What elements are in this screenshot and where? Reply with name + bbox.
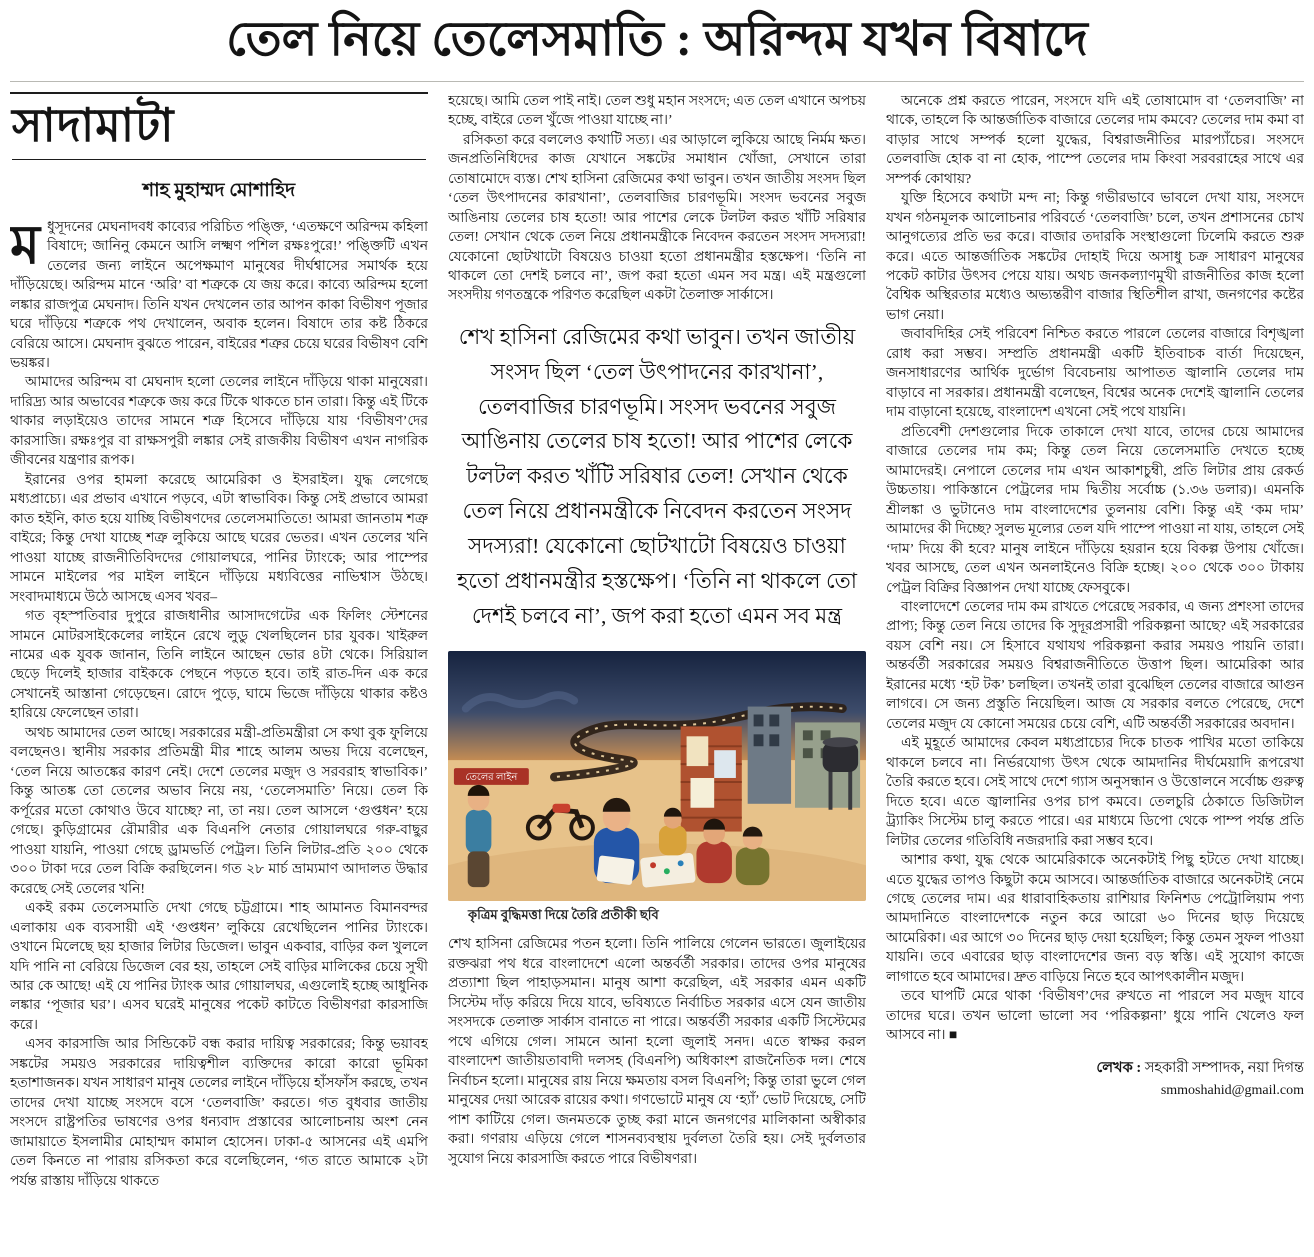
body-paragraph: শেখ হাসিনা রেজিমের পতন হলো। তিনি পালিয়ে গেলেন ভারতে। জুলাইয়ের রক্তঝরা পথ ধরে বাংলাদেশে এলো অন্তর্বর্তী সরকার। তাদের ওপর মানুষের প্রত্যাশা ছিল পাহাড়সমান। মানুষ আশা করেছিল, এই সরকার এমন একটি সিস্টেম দাঁড় করিয়ে দিয়ে যাবে, ভবিষ্যতে নির্বাচিত সরকার এসে যেন জাতীয় সংসদকে তেলাক্ত সার্কাস বানাতে না পারে। অন্তর্বর্তী সরকার একটি সিস্টেমের পথে এগিয়ে গেল। সামনে আনা হলো জুলাই সনদ। এতে স্বাক্ষর করল বাংলাদেশ জাতীয়তাবাদী দলসহ (বিএনপি) অধিকাংশ রাজনৈতিক দল। শেষে নির্বাচন হলো। মানুষের রায় নিয়ে ক্ষমতায় বসল বিএনপি; কিন্তু তারা ভুলে গেল মানুষের দেয়া আরেক রায়ের কথা। গণভোটে মানুষ যে ‘হ্যাঁ’ ভোট দিয়েছে, সেটি পাশ কাটিয়ে গেল। জনমতকে তুচ্ছ করা মানে জনগণের মালিকানা অস্বীকার করা। গণরায় এড়িয়ে গেলে শাসনব্যবস্থায় দুর্বলতা তৈরি হয়। সেই দুর্বলতার সুযোগ নিয়ে কারসাজি করতে পারে বিভীষণরা। [448,937,866,1167]
logo-divider [12,159,426,160]
standing-figure [466,785,492,887]
body-paragraph: প্রতিবেশী দেশগুলোর দিকে তাকালে দেখা যাবে, তাদের চেয়ে আমাদের বাজারে তেলের দাম কম; কিন্তু তেল নিয়ে তেলেসমাতি দেখতে হচ্ছে আমাদেরই। নেপালে তেলের দাম এখন আকাশচুম্বী, প্রতি লিটার প্রায় রেকর্ড উচ্চতায়। পাকিস্তানে পেট্রলের দাম দ্বিতীয় সর্বোচ্চ (১.৩৬ ডলার)। এমনকি শ্রীলঙ্কা ও ভুটানেও দাম বাংলাদেশের তুলনায় বেশি। কিন্তু এই ‘কম দাম’ আমাদের কী দিচ্ছে? সুলভ মূল্যের তেল যদি পাম্পে পাওয়া না যায়, তাহলে সেই ‘দাম’ দিয়ে কী হবে? মানুষ লাইনে দাঁড়িয়ে হয়রান হয়ে বিকল্প উপায় খোঁজে। খবর আসছে, তেল এখন অনলাইনেও বিক্রি হচ্ছে। ২০০ থেকে ৩০০ টাকায় পেট্রল বিক্রির বিজ্ঞাপন দেখা যাচ্ছে ফেসবুকে। [886,424,1304,596]
headline-divider [10,81,1304,82]
cartoon-caption: কৃত্রিম বুদ্ধিমত্তা দিয়ে তৈরি প্রতীকী ছবি [468,907,659,923]
pull-quote: শেখ হাসিনা রেজিমের কথা ভাবুন। তখন জাতীয় সংসদ ছিল ‘তেল উৎপাদনের কারখানা’, তেলবাজির চারণভূমি। সংসদ ভবনের সবুজ আঙিনায় তেলের চাষ হতো! আর পাশের লেকে টলটল করত খাঁটি সরিষার তেল! সেখান থেকে তেল নিয়ে প্রধানমন্ত্রীকে নিবেদন করতেন সংসদ সদস্যরা! যেকোনো ছোটখাটো বিষয়েও চাওয়া হতো প্রধানমন্ত্রীর হস্তক্ষেপ। ‘তিনি না থাকলে তো দেশই চলবে না’, জপ করা হতো এমন সব মন্ত্র [456,324,858,628]
byline [886,1058,1304,1101]
queue-flag [454,768,529,785]
body-paragraph: এই মুহূর্তে আমাদের কেবল মধ্যপ্রাচ্যের দিকে চাতক পাখির মতো তাকিয়ে থাকলে চলবে না। নির্ভরযোগ্য উৎস থেকে আমদানির দীর্ঘমেয়াদি রূপরেখা তৈরি করতে হবে। সেই সাথে দেশে গ্যাস অনুসন্ধান ও উত্তোলনে সর্বোচ্চ গুরুত্ব দিতে হবে। এতে জ্বালানির ওপর চাপ কমবে। তেলচুরি ঠেকাতে ডিজিটাল ট্র্যাকিং সিস্টেম চালু করতে পারে। এর মাধ্যমে ডিপো থেকে পাম্প পর্যন্ত প্রতি লিটার তেলের গতিবিধি নজরদারি করা সম্ভব হবে। [886,736,1304,849]
byline-role: সহকারী সম্পাদক, নয়া দিগন্ত [1144,1059,1304,1076]
queue-flag-label: তেলের লাইন [465,772,518,784]
author-name: শাহ মুহাম্মদ মোশাহিদ [142,179,296,201]
article-headline: তেল নিয়ে তেলেসমাতি : অরিন্দম যখন বিষাদে [226,13,1088,66]
body-paragraph: আশার কথা, যুদ্ধ থেকে আমেরিকাকে অনেকটাই পিছু হটতে দেখা যাচ্ছে। এতে যুদ্ধের তাপও কিছুটা কমে আসবে। আন্তর্জাতিক বাজারে অনেকটাই নেমে গেছে তেলের দাম। এর ধারাবাহিকতায় রাশিয়ার ফিনিশড পেট্রোলিয়াম পণ্য আমদানিতে বাংলাদেশকে নতুন করে আরো ৬০ দিনের ছাড় দিয়েছে আমেরিকা। এর আগে ৩০ দিনের ছাড় দেয়া হয়েছিল; কিন্তু তেমন সুফল পাওয়া যায়নি। তবে এবারের ছাড় বাংলাদেশের জন্য বড় স্বস্তি। এই সুযোগ কাজে লাগাতে হবে আমাদের। দ্রুত বাড়িয়ে নিতে হবে আপৎকালীন মজুদ। [886,853,1304,985]
section-logo: সাদামাটা [12,99,175,151]
body-paragraph: হয়েছে। আমি তেল পাই নাই। তেল শুধু মহান সংসদে; এত তেল এখানে অপচয় হচ্ছে, বাইরে তেল খুঁজে পাওয়া যাচ্ছে না।’ [448,93,866,129]
column-left [10,92,428,1232]
body-paragraph: আমাদের অরিন্দম বা মেঘনাদ হলো তেলের লাইনে দাঁড়িয়ে থাকা মানুষেরা। দারিদ্র্য আর অভাবের শত্রুকে জয় করে টিকে থাকতে চান তারা। কিন্তু এই টিকে থাকার লড়াইয়েও তাদের সামনে শত্রু হিসেবে দাঁড়িয়ে যায় ‘বিভীষণ’দের কারসাজি। রক্ষঃপুর বা রাক্ষসপুরী লঙ্কার সেই রাজকীয় বিভীষণ এখন নাগরিক জীবনের যন্ত্রণার রূপক। [10,375,428,469]
body-paragraph: এসব কারসাজি আর সিন্ডিকেট বন্ধ করার দায়িত্ব সরকারের; কিন্তু ভয়াবহ সঙ্কটের সময়ও সরকারের দায়িত্বশীল ব্যক্তিদের কারো কারো ভূমিকা হতাশাজনক। যখন সাধারণ মানুষ তেলের লাইনে দাঁড়িয়ে হাঁসফাঁস করছে, তখন তাদের দেখা যাচ্ছে সংসদে বসে ‘তেলবাজি’ করতে। গত বুধবার জাতীয় সংসদে রাষ্ট্রপতির ভাষণের ওপর ধন্যবাদ প্রস্তাবের আলোচনায় অংশ নেন জামায়াতে ইসলামীর মোহাম্মদ কামাল হোসেন। ঢাকা-৫ আসনের এই এমপি তেল কিনতে না পারায় রসিকতা করে বলেছিলেন, ‘গত রাতে আমাকে ২টা পর্যন্ত রাস্তায় দাঁড়িয়ে থাকতে [10,1037,428,1189]
body-paragraph [10,214,428,374]
section-logo-block [10,92,428,164]
body-paragraph: তবে ঘাপটি মেরে থাকা ‘বিভীষণ’দের রুখতে না পারলে সব মজুদ যাবে তাদের ঘরে। তখন ভালো ভালো সব ‘পরিকল্পনা’ ধুয়ে পানি খেলেও ফল আসবে না। ■ [886,989,1304,1044]
cartoon-graphic [448,651,866,901]
body-paragraph: গত বৃহস্পতিবার দুপুরে রাজধানীর আসাদগেটের এক ফিলিং স্টেশনের সামনে মোটরসাইকেলের লাইনে রেখে লুডু খেলছিলেন চার যুবক। খাইরুল নামের এক যুবক জানান, তিনি লাইনে আছেন ভোর ৪টা থেকে। সিরিয়াল ছেড়ে দিলেই হাজার বাইককে পেছনে পড়তে হবে। তাই রাত-দিন এক করে সেখানেই আস্তানা গেড়েছেন। রোদে পুড়ে, ঘামে ভিজে দাঁড়িয়ে থাকার কষ্টও হারিয়ে ফেলেছেন তারা। [10,609,428,722]
drop-cap: ম [10,214,40,275]
editorial-cartoon [448,651,866,935]
author-email: smmoshahid@gmail.com [1160,1082,1304,1098]
byline-line [886,1058,1304,1080]
body-paragraph: বাংলাদেশে তেলের দাম কম রাখতে পেরেছে সরকার, এ জন্য প্রশংসা তাদের প্রাপ্য; কিন্তু তেল নিয়ে তাদের কি সুদূরপ্রসারী পরিকল্পনা আছে? এই সরকারের বয়স বেশি নয়। সে হিসাবে যথাযথ পরিকল্পনা করার সময়ও পায়নি তারা। অন্তর্বর্তী সরকারের সময়ও বিশ্বরাজনীতিতে উত্তাপ ছিল। আমেরিকা আর ইরানের মধ্যে ‘হট টক’ চলছিল। তখনই তারা বুঝেছিল তেলের বাজারে আগুন লাগবে। সে জন্য প্রস্তুতি নিয়েছিল। আজ যে সরকার বলতে পেরেছে, দেশে তেলের মজুদ যে কোনো সময়ের চেয়ে বেশি, এটি অন্তর্বর্তী সরকারের অবদান। [886,599,1304,732]
body-paragraph: রসিকতা করে বললেও কথাটি সত্য। এর আড়ালে লুকিয়ে আছে নির্মম ক্ষত। জনপ্রতিনিধিদের কাজ যেখানে সঙ্কটের সমাধান খোঁজা, সেখানে তারা তোষামোদে ব্যস্ত। শেখ হাসিনা রেজিমের কথা ভাবুন। তখন জাতীয় সংসদ ছিল ‘তেল উৎপাদনের কারখানা’, তেলবাজির চারণভূমি। সংসদ ভবনের সবুজ আঙিনায় তেলের চাষ হতো! আর পাশের লেকে টলটল করত খাঁটি সরিষার তেল! সেখান থেকে তেল নিয়ে প্রধানমন্ত্রীকে নিবেদন করতেন সংসদ সদস্যরা! যেকোনো ছোটখাটো বিষয়েও চাওয়া হতো প্রধানমন্ত্রীর হস্তক্ষেপ। ‘তিনি না থাকলে তো দেশই চলবে না’, জপ করা হতো এমন সব মন্ত্র। এই মন্ত্রগুলো সংসদীয় গণতন্ত্রকে পরিণত করেছিল একটা তৈলাক্ত সার্কাসে। [448,132,866,304]
body-paragraph: জবাবদিহির সেই পরিবেশ নিশ্চিত করতে পারলে তেলের বাজারে বিশৃঙ্খলা রোধ করা সম্ভব। সম্প্রতি প্রধানমন্ত্রী একটি ইতিবাচক বার্তা দিয়েছেন, জনসাধারণের আর্থিক দুর্ভোগ বিবেচনায় আপাতত জ্বালানি তেলের দাম বাড়াবে না সরকার। প্রধানমন্ত্রী বলেছেন, বিশ্বের অনেক দেশেই জ্বালানি তেলের দাম বাড়ানো হয়েছে, বাংলাদেশ এখনো সেই পথে যায়নি। [886,327,1304,421]
body-paragraph: একই রকম তেলেসমাতি দেখা গেছে চট্টগ্রামে। শাহ আমানত বিমানবন্দর এলাকায় এক ব্যবসায়ী এই ‘গুপ্তধন’ লুকিয়ে রেখেছিলেন পানির ট্যাংকে। ওখানে মিলেছে ছয় হাজার লিটার ডিজেল। ভাবুন একবার, বাড়ির কল খুললে যদি পানি না বেরিয়ে ডিজেল বের হয়, তাহলে সেই বাড়ির মালিকের চেয়ে সুখী আর কে আছে! এই যে পানির ট্যাংক আর গোয়ালঘর, এগুলোই হচ্ছে আধুনিক লঙ্কার ‘পূজার ঘর’। এসব ঘরেই মানুষের পকেট কাটতে বিভীষণরা কারসাজি করে। [10,901,428,1033]
body-paragraph: ইরানের ওপর হামলা করেছে আমেরিকা ও ইসরাইল। যুদ্ধ লেগেছে মধ্যপ্রাচ্যে। এর প্রভাব এখানে পড়বে, এটা স্বাভাবিক। কিন্তু সেই প্রভাবে আমরা কাত হইনি, কাত হয়ে যাচ্ছি বিভীষণদের তেলেসমাতিতে! আমরা জানতাম শত্রু বাইরে; কিন্তু দেখা যাচ্ছে শত্রু লুকিয়ে আছে ঘরের ভেতর। এখন তেলের খনি পাওয়া যাচ্ছে রাজনীতিবিদদের গোয়ালঘরে, পানির ট্যাংকে; আর পাম্পের সামনে মাইলের পর মাইল লাইনে দাঁড়িয়ে মধ্যবিত্তের নাভিশ্বাস উঠছে। সংবাদমাধ্যমে উঠে আসছে এসব খবর– [10,472,428,605]
brick-wall [681,727,742,832]
byline-label: লেখক : [1096,1059,1142,1076]
column-right [886,92,1304,1232]
body-paragraph: অনেকে প্রশ্ন করতে পারেন, সংসদে যদি এই তোষামোদ বা ‘তেলবাজি’ না থাকে, তাহলে কি আন্তর্জাতিক বাজারে তেলের দাম কমবে? তেলের দাম কমা বা বাড়ার সাথে সম্পর্ক হলো যুদ্ধের, বিশ্বরাজনীতির মারপ্যাঁচের। সংসদে তেলবাজি হোক বা না হোক, পাম্পে তেলের দাম কিংবা সরবরাহের সাথে এর সম্পর্ক কোথায়? [886,93,1304,187]
article-columns [10,92,1304,1232]
body-paragraph: যুক্তি হিসেবে কথাটা মন্দ না; কিন্তু গভীরভাবে ভাবলে দেখা যায়, সংসদে যখন গঠনমূলক আলোচনার পরিবর্তে ‘তেলবাজি’ চলে, তখন প্রশাসনের চোখ আনুগত্যের প্রতি ভর করে। বাজার তদারকি সংস্থাগুলো ঢিলেমি করতে শুরু করে। এতে আন্তর্জাতিক সঙ্কটের দোহাই দিয়ে অসাধু চক্র সাধারণ মানুষের পকেট কাটার উৎসব পেয়ে যায়। অথচ জনকল্যাণমুখী রাজনীতির কাজ হলো বৈশ্বিক অস্থিরতার মধ্যেও অভ্যন্তরীণ বাজার স্থিতিশীল রাখা, জনগণের কষ্টের ভাগ নেয়া। [886,191,1304,323]
column-middle [448,92,866,1232]
body-paragraph: অথচ আমাদের তেল আছে। সরকারের মন্ত্রী-প্রতিমন্ত্রীরা সে কথা বুক ফুলিয়ে বলছেনও। স্থানীয় সরকার প্রতিমন্ত্রী মীর শাহে আলম অভয় দিয়ে বলেছেন, ‘তেল নিয়ে আতঙ্কের কারণ নেই। দেশে তেলের মজুদ ও সরবরাহ স্বাভাবিক।’ কিন্তু আতঙ্ক তো তেলের অভাব নিয়ে নয়, ‘তেলেসমাতি’ নিয়ে। তেল কি কর্পূরের মতো কোথাও উবে যাচ্ছে? না, তা নয়। তেল আসলে ‘গুপ্তধন’ হয়ে গেছে। কুড়িগ্রামের রৌমারীর এক বিএনপি নেতার গোয়ালঘরে গরু-বাছুর পাওয়া যায়নি, পাওয়া গেছে ড্রামভর্তি পেট্রল। তিনি লিটার-প্রতি ২০০ থেকে ৩০০ টাকা দরে তেল বিক্রি করছিলেন। গত ২৮ মার্চ ভ্রাম্যমাণ আদালত উদ্ধার করেছে সেই তেলের খনি! [10,725,428,897]
paragraph-text: ধুসূদনের মেঘনাদবধ কাব্যের পরিচিত পঙ্ক্তি, ‘এতক্ষণে অরিন্দম কহিলা বিষাদে; জানিনু কেমনে আসি লক্ষ্মণ পশিল রক্ষঃপুরে!’ পঙ্ক্তিটি এখন তেলের জন্য লাইনে অপেক্ষমাণ মানুষের দীর্ঘশ্বাসের সমার্থক হয়ে দাঁড়িয়েছে। অরিন্দম মানে ‘অরি’ বা শত্রুকে যে জয় করে। কাব্যে অরিন্দম হলো লঙ্কার রাজপুত্র মেঘনাদ। তিনি যখন দেখলেন তার আপন কাকা বিভীষণ পূজার ঘরে দাঁড়িয়ে শত্রুকে পথ দেখালেন, অবাক হলেন। বিষাদে তার কষ্ট ঠিকরে বেরিয়ে আসে। মেঘনাদ বুঝতে পারেন, বাইরের শত্রুর চেয়ে ঘরের বিভীষণ বেশি ভয়ঙ্কর। [10,219,428,371]
